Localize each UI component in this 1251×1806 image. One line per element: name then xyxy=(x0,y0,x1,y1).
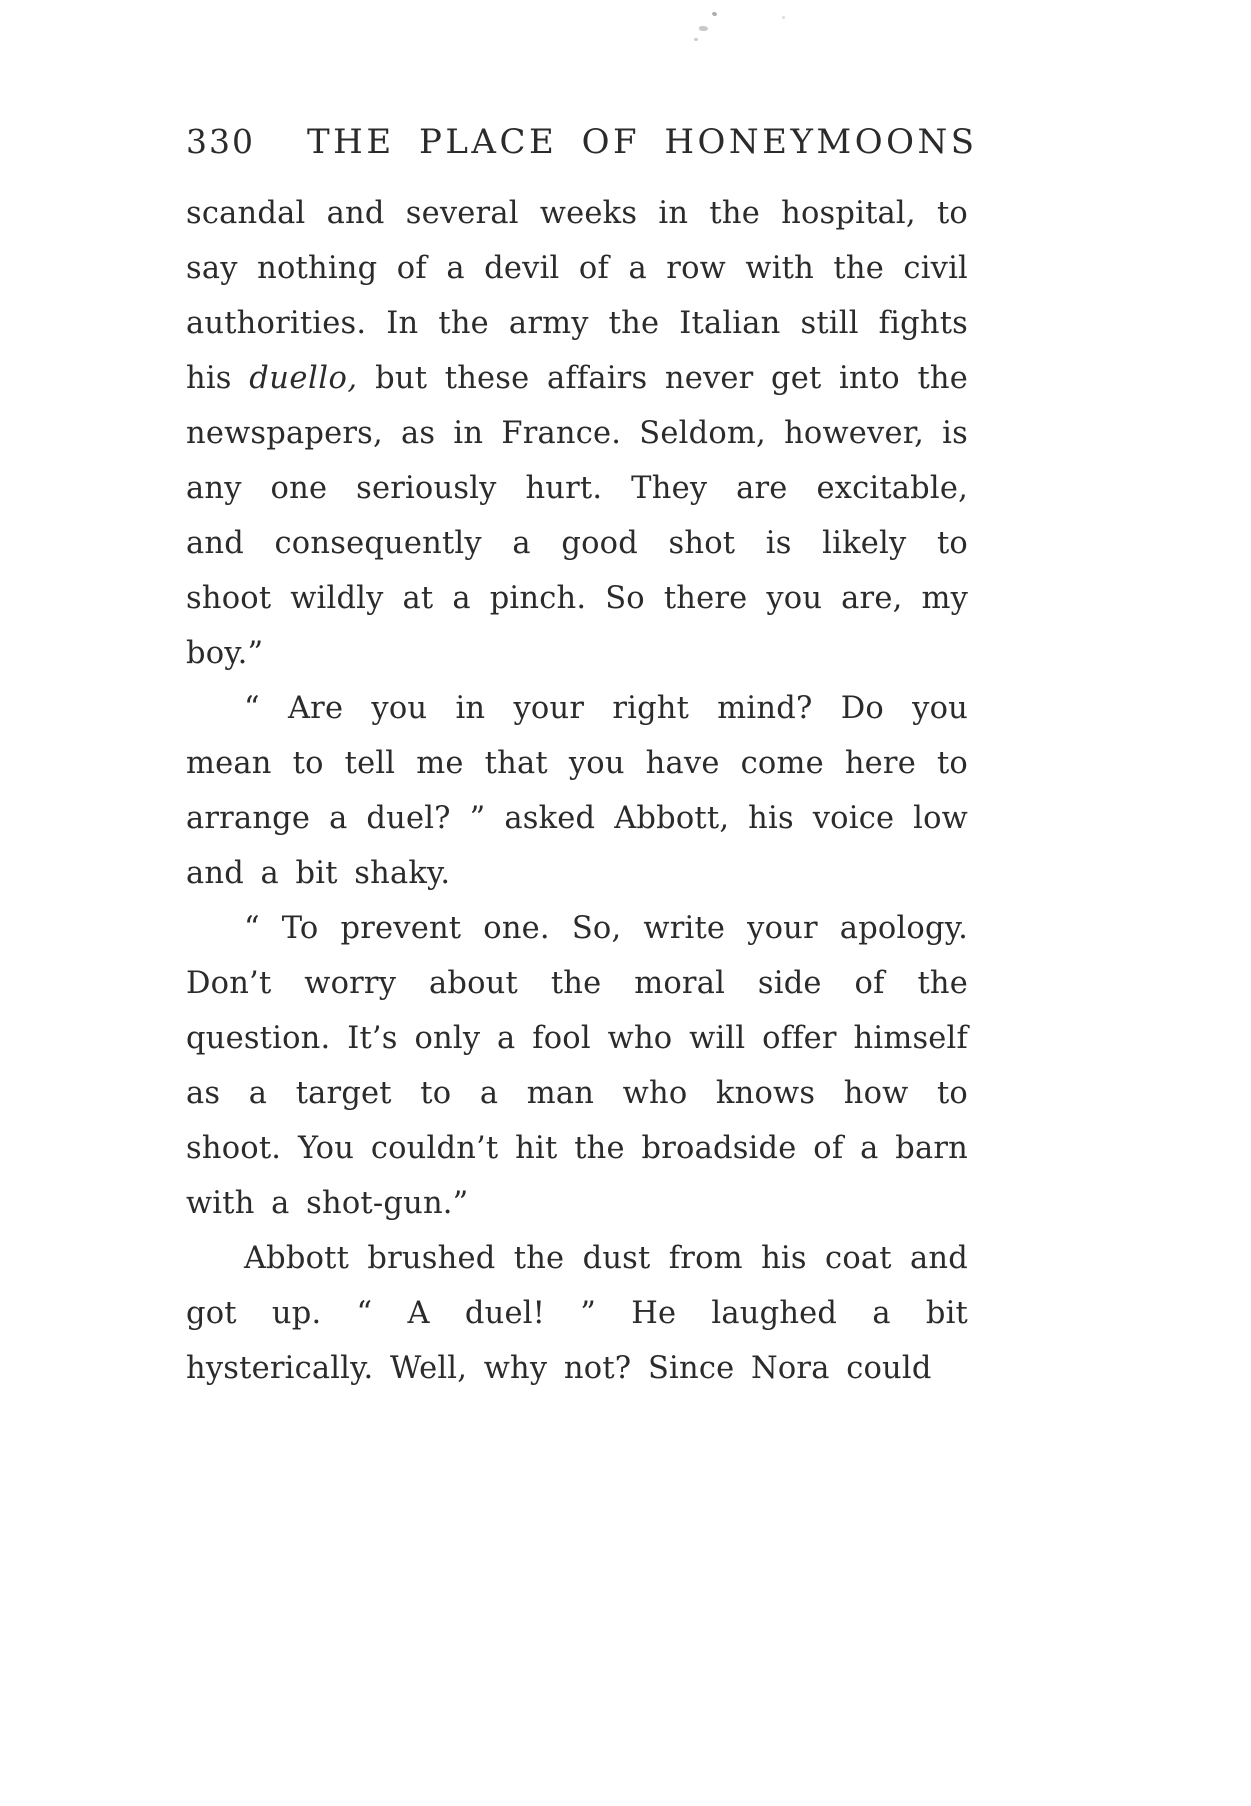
scan-artifact xyxy=(694,38,698,41)
paragraph: “ To prevent one. So, write your apology. Don’t worry about the moral side of the question. It’s only a fool who will offer himself as a target to a man who knows how to shoot. You couldn’t hit the broadside of a barn with a shot-gun.” xyxy=(186,911,968,1221)
paragraph-text: scandal and several weeks in the hospital, to say nothing of a devil of a row with the civil authorities. In the army the Italian still fights his xyxy=(186,196,968,396)
page-number: 330 xyxy=(186,122,255,161)
paragraph-text: but these affairs never get into the newspapers, as in France. Seldom, however, is any one seriously hurt. They are excitable, and consequently a good shot is likely to shoot wildly at a pinch. So there you are, my boy.” xyxy=(186,361,969,671)
page-header xyxy=(186,122,978,162)
running-title: THE PLACE OF HONEYMOONS xyxy=(307,122,978,162)
page-body xyxy=(186,186,968,1396)
scan-artifact xyxy=(711,11,717,16)
italic-word: duello, xyxy=(249,361,358,396)
paragraph xyxy=(186,186,968,681)
scan-artifact xyxy=(699,26,708,31)
paragraph: Abbott brushed the dust from his coat and got up. “ A duel! ” He laughed a bit hysterically. Well, why not? Since Nora could xyxy=(186,1241,968,1386)
page-content xyxy=(186,122,978,1396)
paragraph: “ Are you in your right mind? Do you mean to tell me that you have come here to arrange a duel? ” asked Abbott, his voice low and a bit shaky. xyxy=(186,691,968,891)
scan-artifact xyxy=(782,16,785,19)
